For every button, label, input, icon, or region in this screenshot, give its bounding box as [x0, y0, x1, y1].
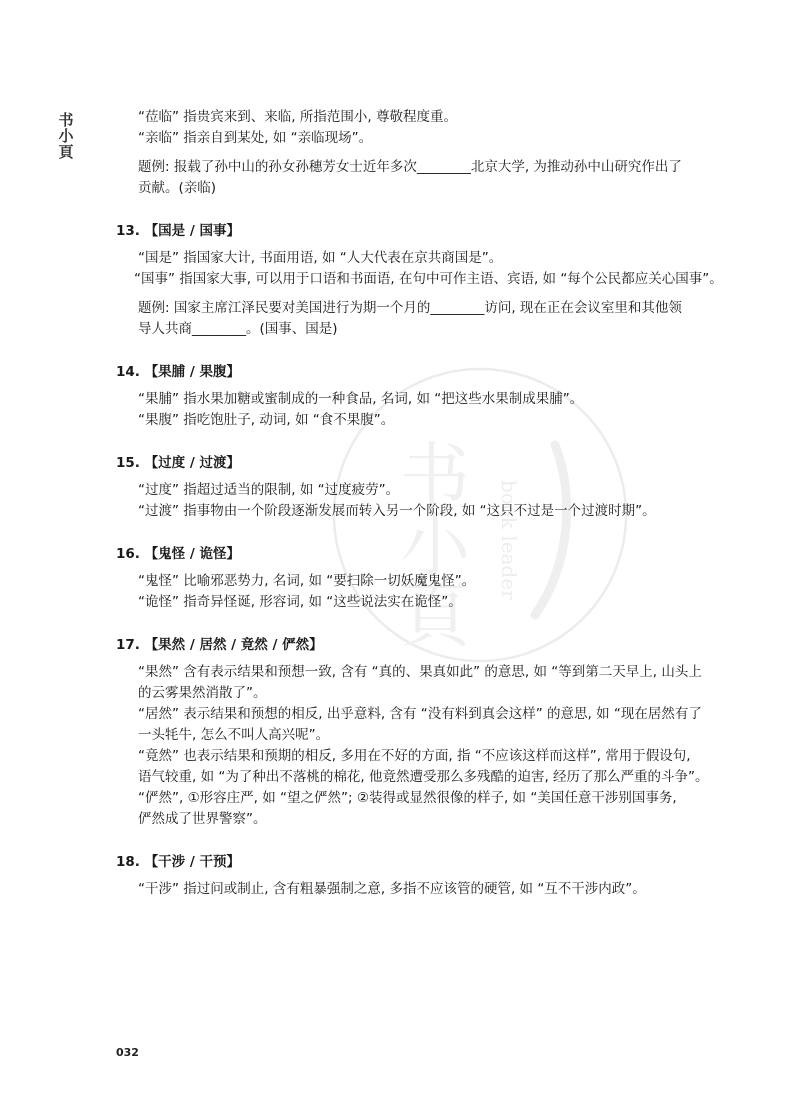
section-heading — [116, 453, 686, 474]
section-18 — [116, 852, 686, 900]
section-number: 18. — [116, 854, 140, 870]
example-line: 题例: 报载了孙中山的孙女孙穗芳女士近年多次________北京大学, 为推动孙中山研究作出了 — [138, 159, 682, 175]
definition-line: 一头牦牛, 怎么不叫人高兴呢”。 — [138, 727, 330, 743]
section-title: 【过度 / 过渡】 — [144, 455, 240, 471]
definition-line: “竟然” 也表示结果和预期的相反, 多用在不好的方面, 指 “不应该这样而这样”, 常用于假设句, — [138, 748, 691, 764]
section-16 — [116, 544, 686, 613]
side-logo-char: 书 — [58, 111, 74, 129]
section-14 — [116, 362, 686, 431]
section-heading — [116, 544, 686, 565]
section-title: 【果然 / 居然 / 竟然 / 俨然】 — [144, 637, 323, 653]
side-logo-char: 頁 — [58, 143, 74, 161]
watermark-char: 頁 — [400, 575, 470, 657]
definition-line: “果腹” 指吃饱肚子, 动词, 如 “食不果腹”。 — [138, 412, 395, 428]
side-logo-char: 小 — [58, 127, 74, 145]
section-heading — [116, 221, 686, 242]
side-logo — [58, 112, 74, 160]
definition-line: 的云雾果然消散了”。 — [138, 685, 267, 701]
section-title: 【果脯 / 果腹】 — [144, 364, 240, 380]
definition-line: “诡怪” 指奇异怪诞, 形容词, 如 “这些说法实在诡怪”。 — [138, 594, 462, 610]
definition-line: “俨然”, ①形容庄严, 如 “望之俨然”; ②装得或显然很像的样子, 如 “美国任意干涉别国事务, — [138, 790, 677, 806]
definition-line: “果然” 含有表示结果和预想一致, 含有 “真的、果真如此” 的意思, 如 “等到第二天早上, 山头上 — [138, 664, 702, 680]
intro-block — [116, 107, 686, 199]
page-number: 032 — [116, 1046, 139, 1059]
example-line: 题例: 国家主席江泽民要对美国进行为期一个月的________访问, 现在正在会议室里和其他领 — [138, 300, 682, 316]
example-line: 导人共商________。(国事、国是) — [138, 321, 338, 337]
section-title: 【国是 / 国事】 — [144, 223, 240, 239]
section-heading — [116, 635, 686, 656]
definition-line: “过度” 指超过适当的限制, 如 “过度疲劳”。 — [138, 482, 400, 498]
section-number: 14. — [116, 364, 140, 380]
example-line: 贡献。(亲临) — [138, 180, 217, 196]
section-title: 【鬼怪 / 诡怪】 — [144, 546, 240, 562]
definition-line: “国是” 指国家大计, 书面用语, 如 “人大代表在京共商国是”。 — [138, 250, 503, 266]
section-number: 16. — [116, 546, 140, 562]
definition-line: 语气较重, 如 “为了种出不落桃的棉花, 他竟然遭受那么多残酷的迫害, 经历了那么严重的斗争”。 — [138, 769, 709, 785]
watermark-char: 小 — [400, 505, 470, 587]
section-heading — [116, 852, 686, 873]
definition-line: “干涉” 指过问或制止, 含有粗暴强制之意, 多指不应该管的硬管, 如 “互不干涉内政”。 — [138, 881, 646, 897]
definition-line: “过渡” 指事物由一个阶段逐渐发展而转入另一个阶段, 如 “这只不过是一个过渡时期”。 — [138, 503, 656, 519]
definition-line: “鬼怪” 比喻邪恶势力, 名词, 如 “要扫除一切妖魔鬼怪”。 — [138, 573, 476, 589]
section-number: 13. — [116, 223, 140, 239]
section-17 — [116, 635, 709, 830]
definition-line: “国事” 指国家大事, 可以用于口语和书面语, 在句中可作主语、宾语, 如 “每个公民都应关心国事”。 — [134, 271, 723, 287]
section-15 — [116, 453, 686, 522]
definition-line: “居然” 表示结果和预想的相反, 出乎意料, 含有 “没有料到真会这样” 的意思, 如 “现在居然有了 — [138, 706, 702, 722]
section-13 — [116, 221, 723, 340]
definition-line: “莅临” 指贵宾来到、来临, 所指范围小, 尊敬程度重。 — [138, 109, 457, 125]
page-content — [116, 107, 723, 900]
section-heading — [116, 362, 686, 383]
definition-line: “果脯” 指水果加糖或蜜制成的一种食品, 名词, 如 “把这些水果制成果脯”。 — [138, 391, 584, 407]
watermark-char: 书 — [400, 435, 470, 517]
definition-line: 俨然成了世界警察”。 — [138, 811, 267, 827]
section-number: 17. — [116, 637, 140, 653]
section-number: 15. — [116, 455, 140, 471]
section-title: 【干涉 / 干预】 — [144, 854, 240, 870]
watermark-latin: book leader — [497, 480, 521, 600]
definition-line: “亲临” 指亲自到某处, 如 “亲临现场”。 — [138, 130, 373, 146]
